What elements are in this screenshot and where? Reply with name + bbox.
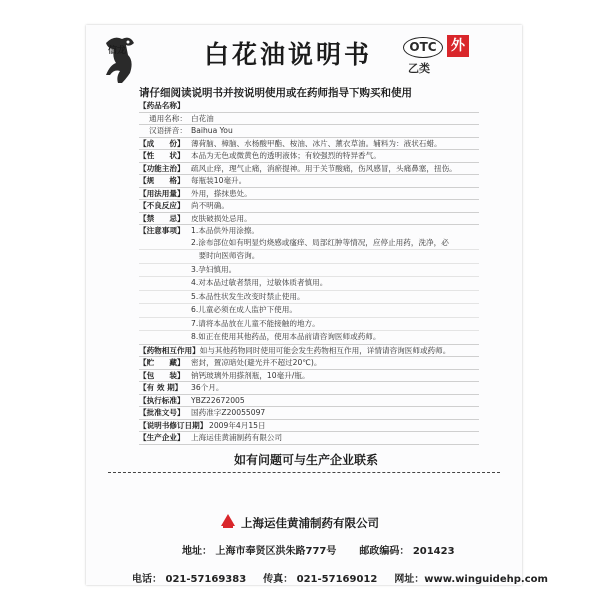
label-ingredients: 【成 份】 (139, 138, 185, 148)
row-precautions (139, 225, 479, 237)
row-common-name (139, 113, 479, 126)
precaution-item: 7.请将本品放在儿童不能接触的地方。 (139, 318, 479, 332)
row-drug-name (139, 100, 479, 113)
drug-info-table (139, 100, 479, 445)
row-specification (139, 175, 479, 188)
company-name: 上海运佳黄浦制药有限公司 (241, 516, 379, 530)
precaution-item: 2.涂布部位如有明显灼烧感或瘙痒、局部红肿等情况，应停止用药，洗净，必 (139, 237, 479, 251)
fax-value: 021-57169012 (296, 574, 378, 585)
label-specification: 【规 格】 (139, 176, 185, 185)
external-use-badge: 外 (447, 35, 469, 57)
phone-value: 021-57169383 (165, 574, 247, 585)
phone-label: 电话： (132, 574, 162, 585)
value-storage: 密封，置凉暗处(避光并不超过20℃)。 (191, 358, 322, 367)
postcode-value: 201423 (412, 546, 455, 557)
label-common-name: 通用名称： (149, 113, 187, 123)
row-usage (139, 188, 479, 201)
instruction-sheet (86, 25, 548, 585)
label-adverse-reactions: 【不良反应】 (139, 201, 185, 210)
otc-badge: OTC (403, 37, 443, 58)
postcode-label: 邮政编码： (359, 546, 410, 557)
fax-label: 传真： (263, 574, 294, 585)
row-indications (139, 163, 479, 176)
website: 网址：www.winguidehp.com (394, 574, 548, 585)
value-ingredients: 薄荷脑、樟脑、水杨酸甲酯、桉油、冰片、薰衣草油。辅料为：液状石蜡。 (191, 138, 442, 148)
document-title: 白花油说明书 (204, 40, 373, 69)
label-storage: 【贮 藏】 (139, 358, 185, 367)
dashed-divider (108, 472, 500, 473)
label-properties: 【性 状】 (139, 151, 185, 160)
precaution-item: 3.孕妇慎用。 (139, 264, 479, 278)
usage-notice: 请仔细阅读说明书并按说明使用或在药师指导下购买和使用 (139, 87, 412, 99)
company-logo-icon (220, 513, 236, 529)
label-package: 【包 装】 (139, 370, 185, 380)
row-contraindications (139, 213, 479, 226)
row-standard (139, 395, 479, 408)
value-specification: 每瓶装10毫升。 (191, 176, 247, 185)
value-interactions: 如与其他药物同时使用可能会发生药物相互作用，详情请咨询医师或药师。 (199, 345, 451, 355)
label-validity: 【有 效 期】 (139, 383, 183, 392)
value-approval: 国药准字Z20055097 (191, 408, 266, 417)
brand-name: 信龙 (108, 46, 127, 56)
label-manufacturer: 【生产企业】 (139, 433, 185, 442)
value-contraindications: 皮肤破损处忌用。 (191, 213, 252, 223)
label-pinyin: 汉语拼音： (149, 126, 187, 135)
label-drug-name: 【药品名称】 (139, 101, 185, 110)
value-indications: 疏风止痒，理气止痛，消瘀提神。用于关节酸痛，伤风感冒，头痛鼻塞，扭伤。 (191, 163, 457, 173)
value-precautions-1: 1.本品供外用涂擦。 (191, 226, 259, 235)
value-adverse-reactions: 尚不明确。 (191, 201, 229, 210)
value-manufacturer: 上海运佳黄浦制药有限公司 (191, 433, 283, 442)
row-ingredients (139, 138, 479, 151)
company-contact-line (132, 570, 548, 585)
otc-class-label: 乙类 (408, 62, 430, 75)
precaution-item: 要时向医师咨询。 (139, 250, 479, 264)
label-interactions: 【药物相互作用】 (139, 345, 200, 355)
label-approval: 【批准文号】 (139, 408, 185, 417)
precaution-item: 8.如正在使用其他药品，使用本品前请咨询医师或药师。 (139, 331, 479, 345)
contact-note: 如有问题可与生产企业联系 (234, 453, 379, 467)
row-storage (139, 357, 479, 370)
precaution-item: 4.对本品过敏者禁用，过敏体质者慎用。 (139, 277, 479, 291)
value-properties: 本品为无色或微黄色的透明液体；有较强烈的特异香气。 (191, 151, 381, 160)
label-contraindications: 【禁 忌】 (139, 213, 185, 223)
address-value: 上海市奉贤区洪朱路777号 (215, 546, 337, 557)
dragon-logo-icon (100, 33, 146, 85)
row-properties (139, 150, 479, 163)
label-standard: 【执行标准】 (139, 395, 185, 405)
value-usage: 外用，搽抹患处。 (191, 188, 252, 198)
label-indications: 【功能主治】 (139, 163, 185, 173)
row-revision-date (139, 420, 479, 433)
precaution-item: 6.儿童必须在成人监护下使用。 (139, 304, 479, 318)
row-approval (139, 407, 479, 420)
precaution-item: 5.本品性状发生改变时禁止使用。 (139, 291, 479, 305)
row-validity (139, 382, 479, 395)
value-validity: 36个月。 (191, 383, 224, 392)
row-pinyin (139, 125, 479, 138)
label-precautions: 【注意事项】 (139, 226, 185, 235)
row-adverse-reactions (139, 200, 479, 213)
label-usage: 【用法用量】 (139, 188, 185, 198)
value-common-name: 白花油 (191, 113, 214, 123)
row-package (139, 370, 479, 383)
value-revision-date: 2009年4月15日 (209, 420, 266, 430)
row-manufacturer (139, 432, 479, 445)
value-pinyin: Baihua You (191, 126, 233, 135)
company-address (182, 542, 455, 557)
value-package: 钠钙玻璃外用搽剂瓶，10毫升/瓶。 (191, 370, 310, 380)
label-revision-date: 【说明书修订日期】 (139, 420, 208, 430)
value-standard: YBZ22672005 (191, 395, 245, 405)
address-label: 地址： (182, 546, 212, 557)
row-interactions (139, 345, 479, 358)
